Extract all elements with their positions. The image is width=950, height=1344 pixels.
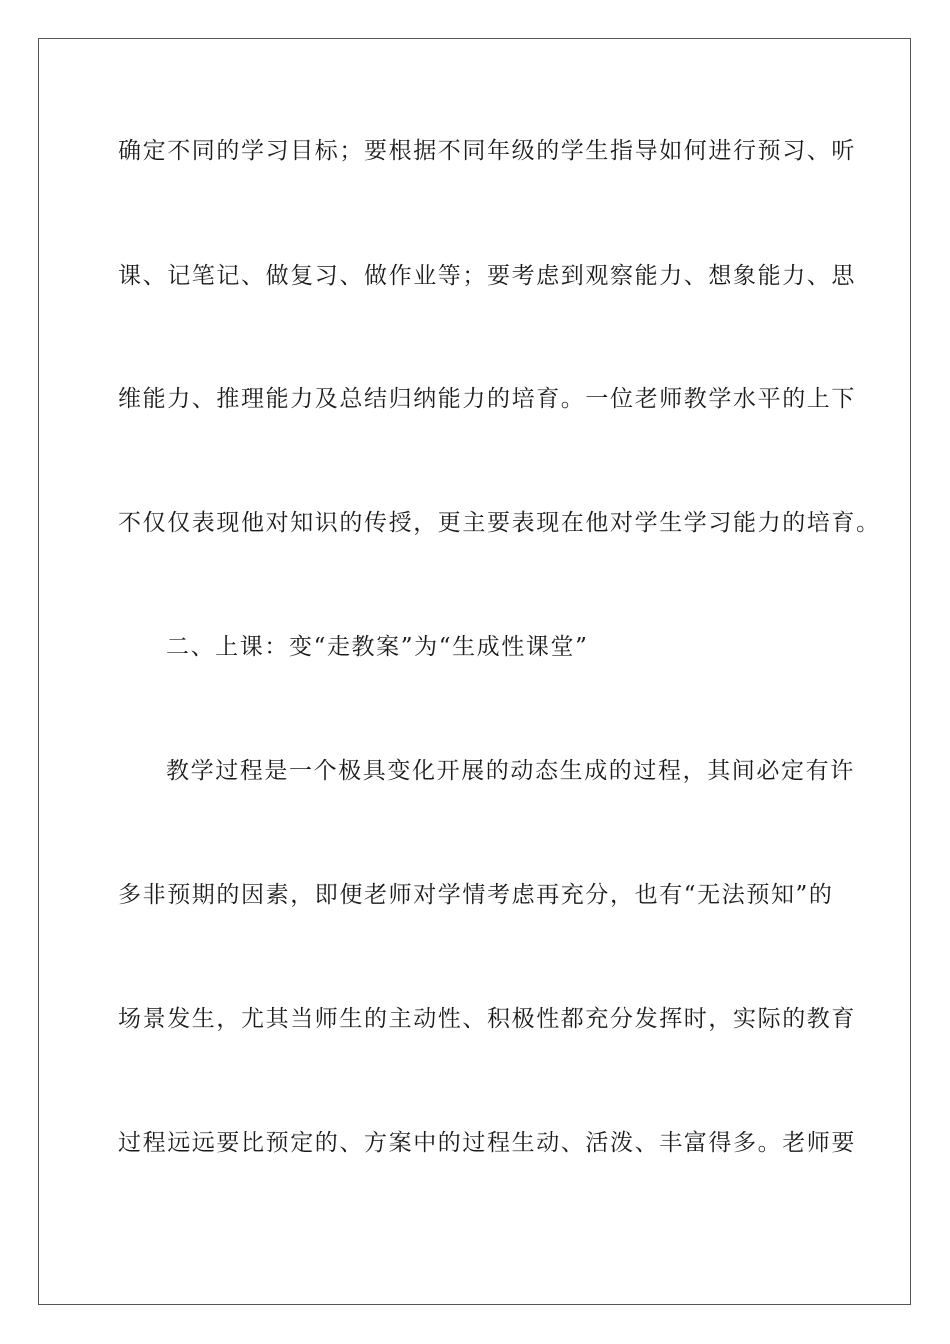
paragraph-line: 确定不同的学习目标；要根据不同年级的学生指导如何进行预习、听 <box>118 138 856 164</box>
paragraph-line: 教学过程是一个极具变化开展的动态生成的过程，其间必定有许 <box>166 758 855 784</box>
paragraph-line: 场景发生，尤其当师生的主动性、积极性都充分发挥时，实际的教育 <box>118 1006 856 1032</box>
paragraph-line: 课、记笔记、做复习、做作业等；要考虑到观察能力、想象能力、思 <box>118 263 856 289</box>
paragraph-line: 维能力、推理能力及总结归纳能力的培育。一位老师教学水平的上下 <box>118 386 856 412</box>
section-heading: 二、上课：变“走教案”为“生成性课堂” <box>166 634 589 660</box>
page-border <box>38 38 911 1305</box>
paragraph-line: 过程远远要比预定的、方案中的过程生动、活泼、丰富得多。老师要 <box>118 1130 856 1156</box>
paragraph-line: 不仅仅表现他对知识的传授，更主要表现在他对学生学习能力的培育。 <box>118 510 881 536</box>
paragraph-line: 多非预期的因素，即便老师对学情考虑再充分，也有“无法预知”的 <box>118 882 834 908</box>
